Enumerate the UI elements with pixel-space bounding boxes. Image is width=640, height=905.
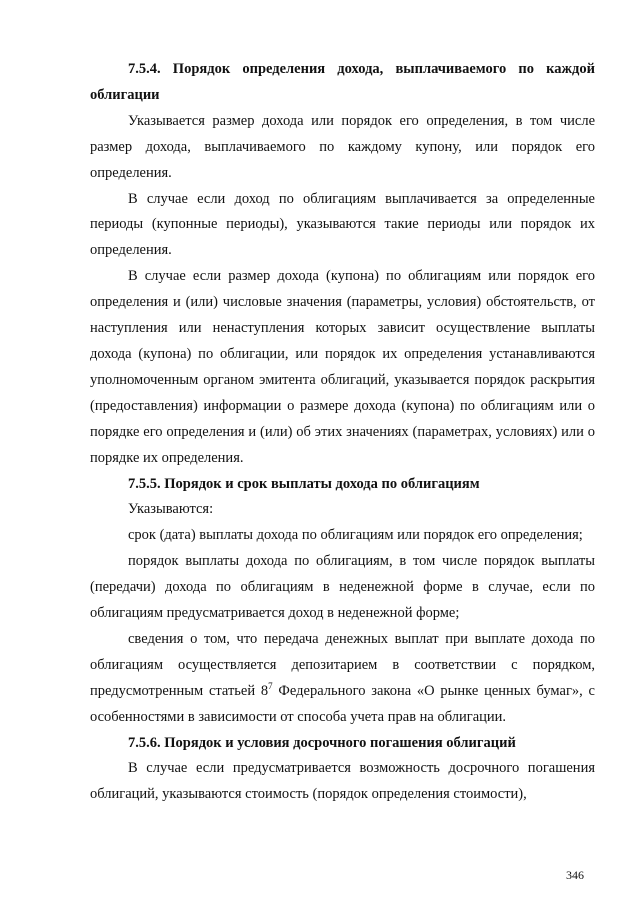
page-body	[90, 57, 595, 808]
paragraph: В случае если доход по облигациям выплачивается за определенные периоды (купонные периоды), указываются такие периоды или порядок их определения.	[90, 190, 595, 259]
section-heading-7-5-5: 7.5.5. Порядок и срок выплаты дохода по облигациям	[128, 475, 480, 492]
page-number: 346	[566, 868, 584, 882]
paragraph: Указывается размер дохода или порядок его определения, в том числе размер дохода, выплачиваемого по каждому купону, или порядок его определения.	[90, 112, 595, 181]
paragraph-with-footnote	[90, 627, 595, 731]
paragraph: В случае если предусматривается возможность досрочного погашения облигаций, указываются стоимость (порядок определения стоимости),	[90, 760, 595, 803]
paragraph-text: Федерального закона «О рынке ценных бумаг», с особенностями в зависимости от способа учета прав на облигации.	[90, 682, 595, 725]
section-heading-7-5-4: 7.5.4. Порядок определения дохода, выплачиваемого по каждой облигации	[90, 61, 595, 103]
paragraph: Указываются:	[128, 501, 214, 518]
paragraph-text: сведения о том, что передача денежных выплат при выплате дохода по облигациям осуществляется депозитарием в соответствии с порядком, предусмотренным статьей 8	[90, 630, 595, 699]
section-heading-7-5-6: 7.5.6. Порядок и условия досрочного погашения облигаций	[128, 734, 516, 751]
paragraph: В случае если размер дохода (купона) по облигациям или порядок его определения и (или) числовые значения (параметры, условия) обстоятельств, от наступления или ненаступления которых зависит осуществление выплаты дохода (купона) по облигации, или порядок их определения устанавливаются уполномоченным органом эмитента облигаций, указывается порядок раскрытия (предоставления) информации о размере дохода (купона) по облигациям или о порядке его определения и (или) об этих значениях (параметрах, условиях) или о порядке их определения.	[90, 268, 595, 466]
paragraph: срок (дата) выплаты дохода по облигациям или порядок его определения;	[128, 527, 583, 544]
paragraph: порядок выплаты дохода по облигациям, в том числе порядок выплаты (передачи) дохода по облигациям в неденежной форме в случае, если по облигациям предусматривается доход в неденежной форме;	[90, 553, 595, 622]
superscript-article-number: 7	[268, 680, 273, 691]
